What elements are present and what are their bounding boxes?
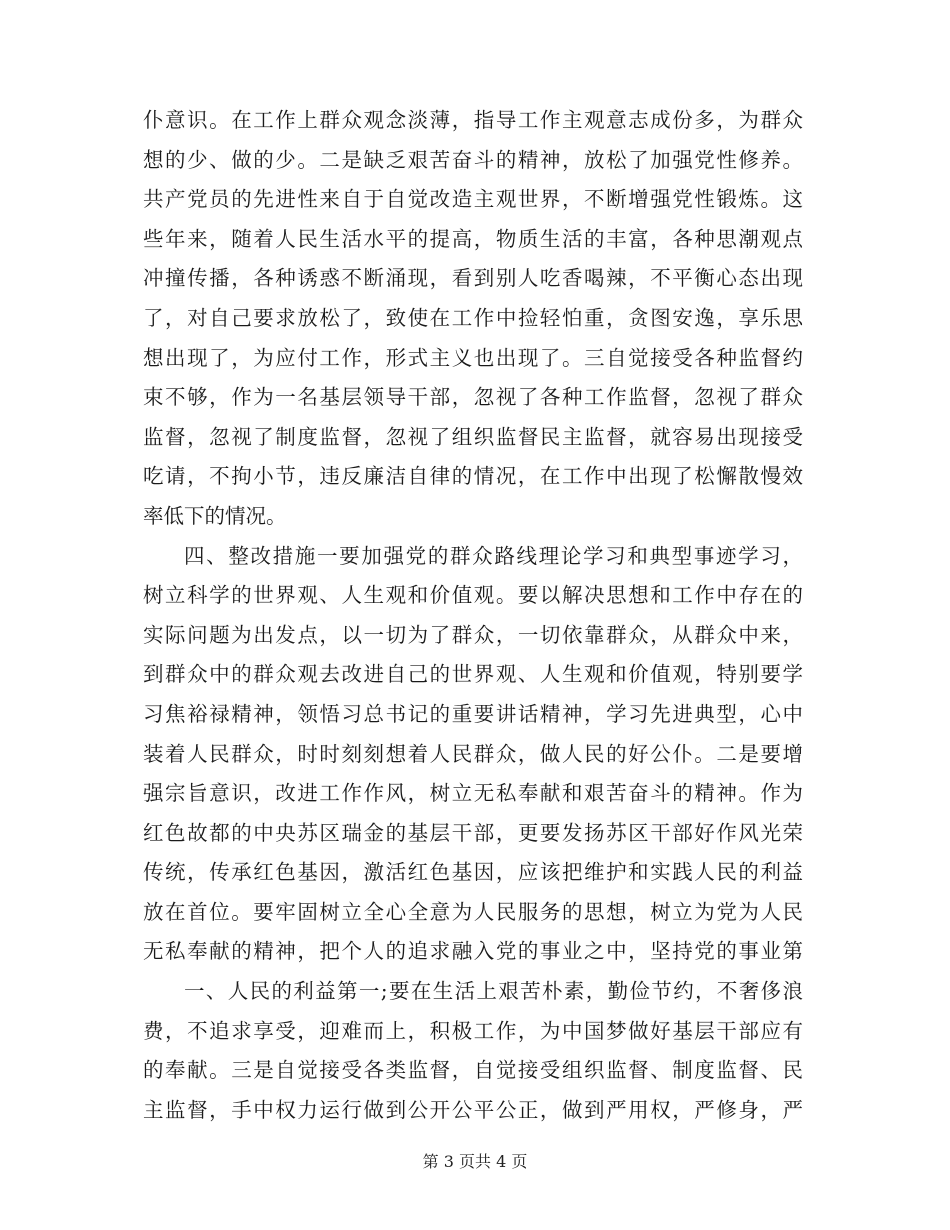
- text-line: 了，对自己要求放松了，致使在工作中捡轻怕重，贪图安逸，享乐思: [143, 305, 803, 330]
- text-line: 传统，传承红色基因，激活红色基因，应该把维护和实践人民的利益: [143, 860, 803, 885]
- text-line: 红色故都的中央苏区瑞金的基层干部，更要发扬苏区干部好作风光荣: [143, 820, 803, 845]
- text-line: 想出现了，为应付工作，形式主义也出现了。三自觉接受各种监督约: [143, 345, 803, 370]
- text-line: 放在首位。要牢固树立全心全意为人民服务的思想，树立为党为人民: [143, 899, 803, 924]
- text-line: 仆意识。在工作上群众观念淡薄，指导工作主观意志成份多，为群众: [143, 108, 803, 132]
- text-line: 装着人民群众，时时刻刻想着人民群众，做人民的好公仆。二是要增: [143, 741, 803, 766]
- text-line: 监督，忽视了制度监督，忽视了组织监督民主监督，就容易出现接受: [143, 424, 803, 449]
- text-line: 想的少、做的少。二是缺乏艰苦奋斗的精神，放松了加强党性修养。: [143, 147, 803, 172]
- text-line: 实际问题为出发点，以一切为了群众，一切依靠群众，从群众中来，: [143, 622, 803, 647]
- text-line: 共产党员的先进性来自于自觉改造主观世界，不断增强党性锻炼。这: [143, 187, 803, 212]
- paragraph-start-line: 一、人民的利益第一;要在生活上艰苦朴素，勤俭节约，不奢侈浪: [184, 979, 803, 1004]
- paragraph-start-line: 四、整改措施一要加强党的群众路线理论学习和典型事迹学习，: [184, 543, 803, 568]
- text-line: 无私奉献的精神，把个人的追求融入党的事业之中，坚持党的事业第: [143, 939, 803, 964]
- text-line: 费，不追求享受，迎难而上，积极工作，为中国梦做好基层干部应有: [143, 1018, 803, 1043]
- text-line: 强宗旨意识，改进工作作风，树立无私奉献和艰苦奋斗的精神。作为: [143, 781, 803, 806]
- text-line: 冲撞传播，各种诱惑不断涌现，看到别人吃香喝辣，不平衡心态出现: [143, 266, 803, 291]
- text-line: 率低下的情况。: [143, 503, 287, 528]
- text-line: 些年来，随着人民生活水平的提高，物质生活的丰富，各种思潮观点: [143, 226, 803, 251]
- text-line: 的奉献。三是自觉接受各类监督，自觉接受组织监督、制度监督、民: [143, 1058, 803, 1083]
- text-line: 吃请，不拘小节，违反廉洁自律的情况，在工作中出现了松懈散慢效: [143, 464, 803, 489]
- body-text: [143, 101, 803, 1130]
- text-line: 主监督，手中权力运行做到公开公平公正，做到严用权，严修身，严: [143, 1097, 803, 1122]
- text-line: 束不够，作为一名基层领导干部，忽视了各种工作监督，忽视了群众: [143, 385, 803, 410]
- text-line: 到群众中的群众观去改进自己的世界观、人生观和价值观，特别要学: [143, 662, 803, 687]
- text-line: 树立科学的世界观、人生观和价值观。要以解决思想和工作中存在的: [143, 583, 803, 608]
- page-number-footer: 第 3 页共 4 页: [422, 1152, 528, 1171]
- text-line: 习焦裕禄精神，领悟习总书记的重要讲话精神，学习先进典型，心中: [143, 701, 803, 726]
